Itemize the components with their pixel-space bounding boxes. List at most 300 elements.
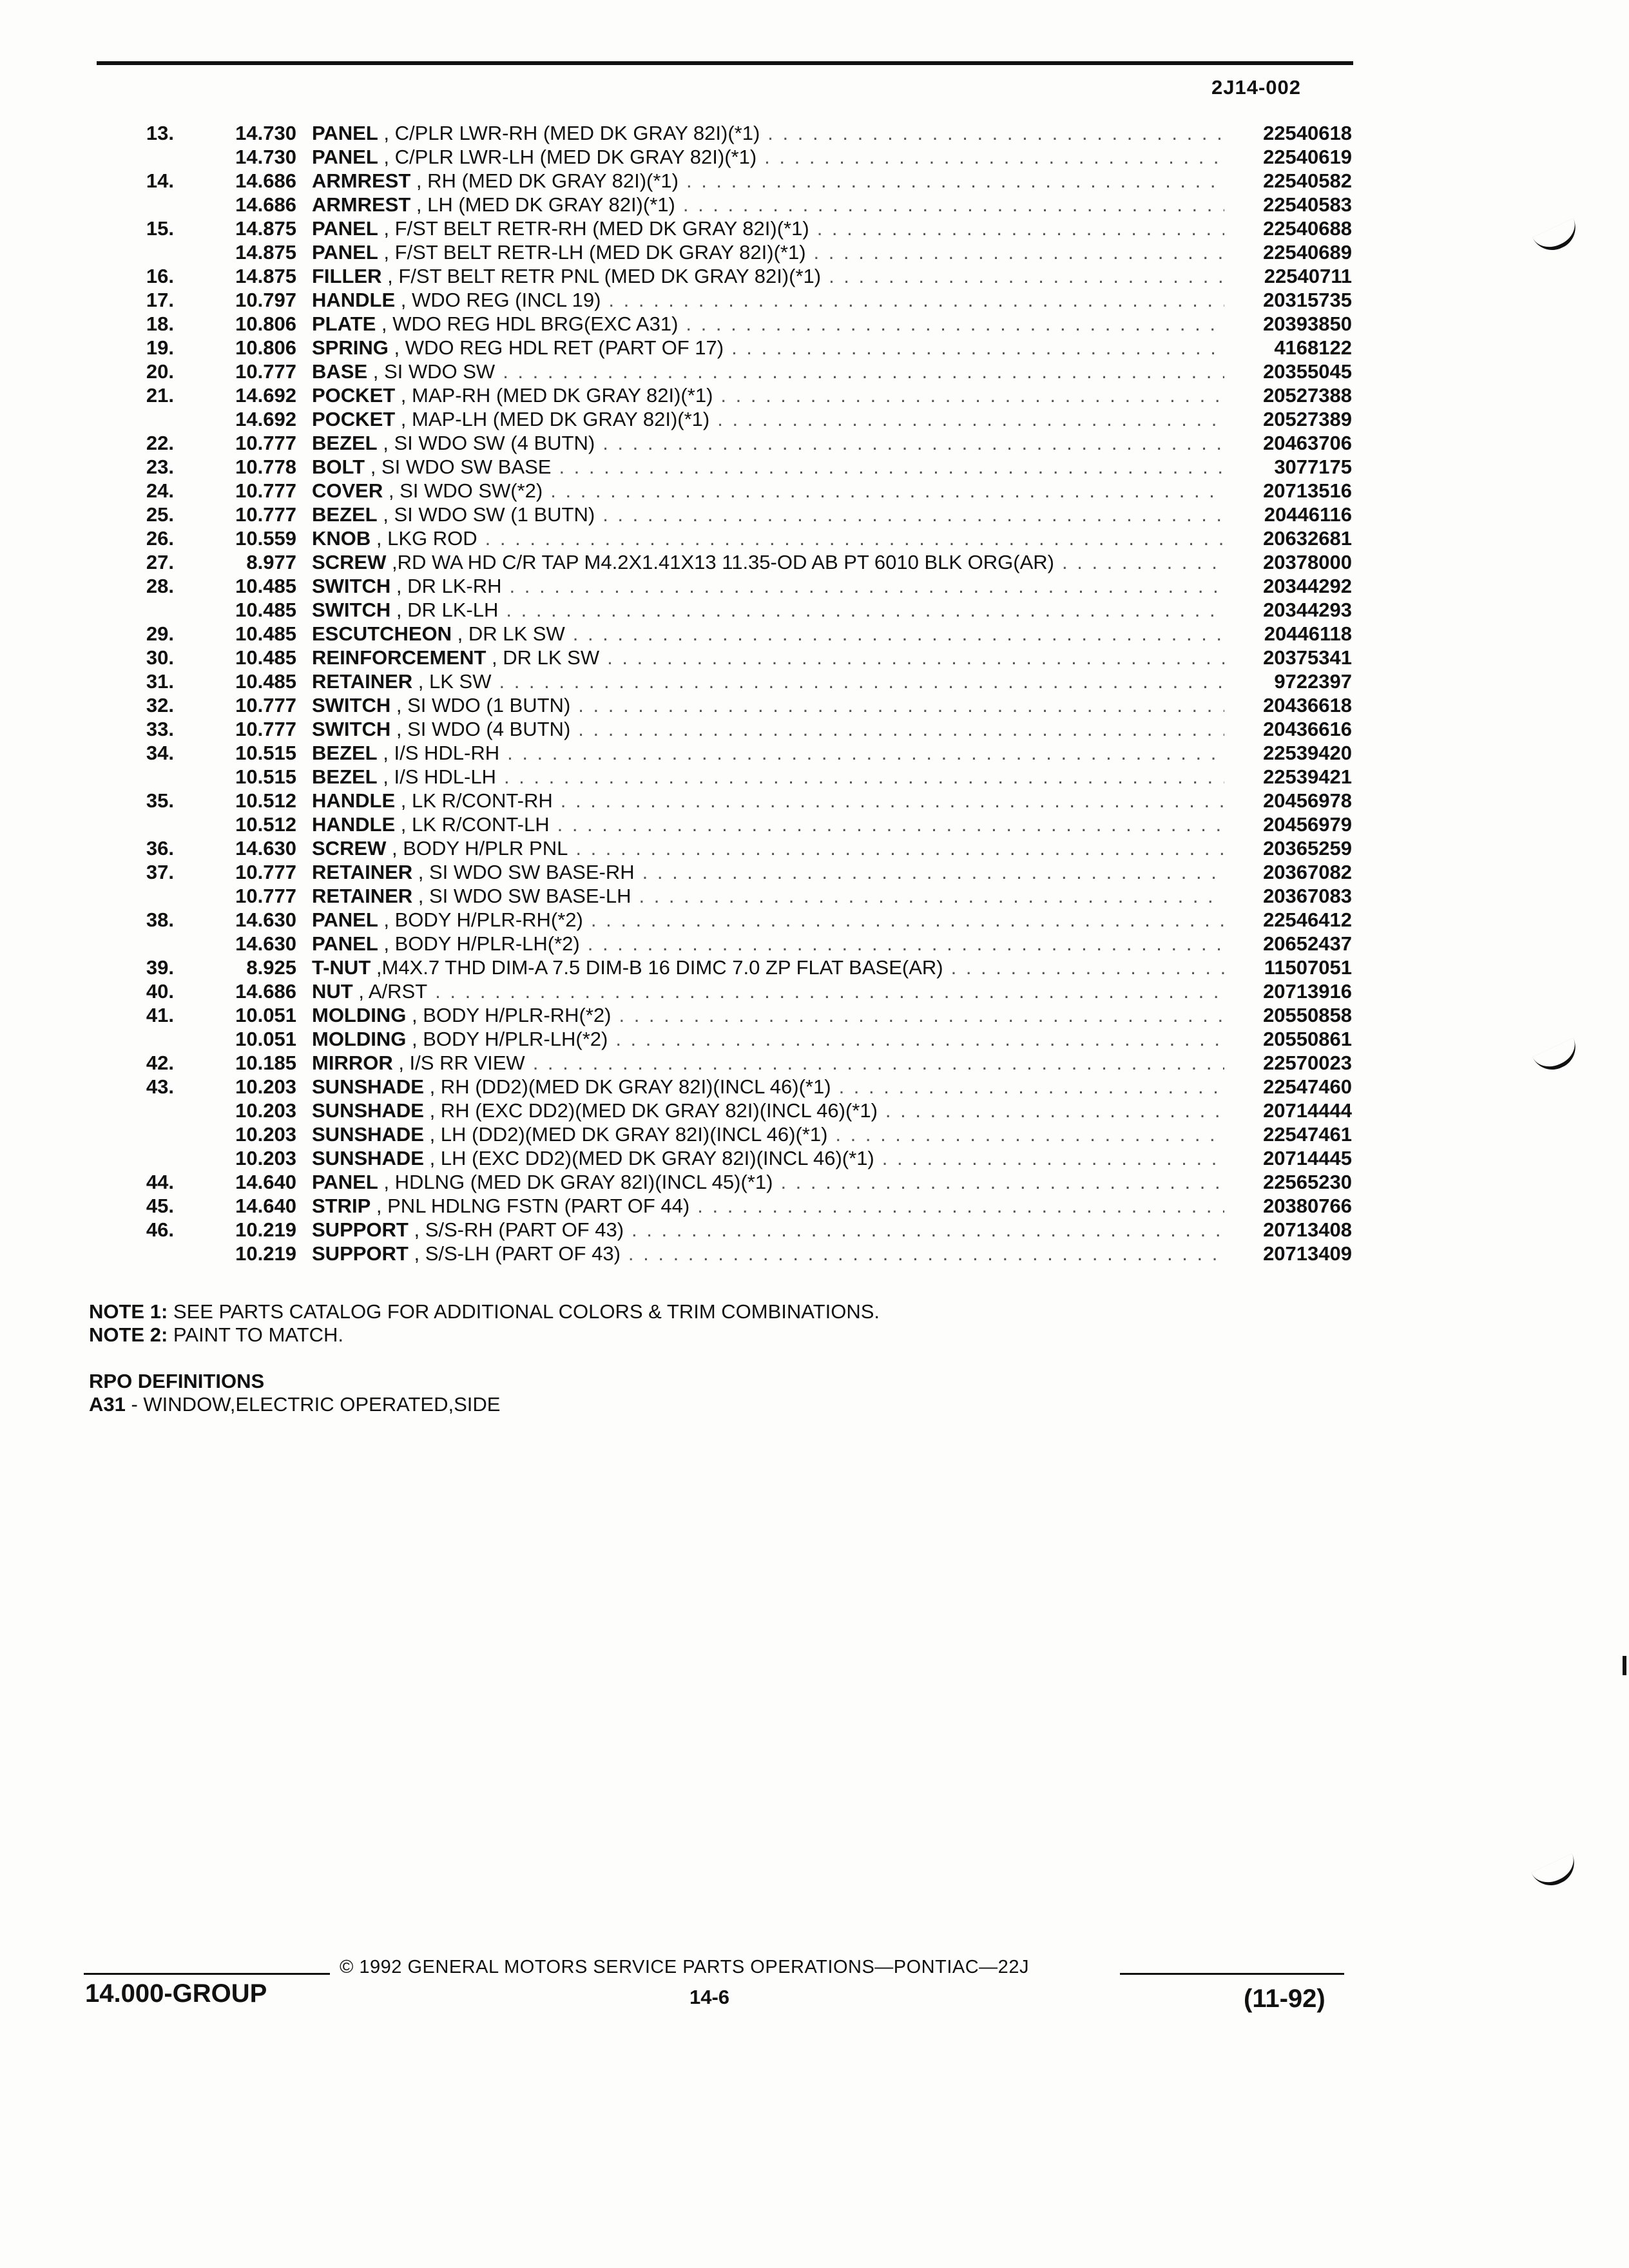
part-description (312, 932, 1224, 956)
part-detail: , SI WDO SW BASE-LH (412, 885, 631, 907)
part-detail: , MAP-RH (MED DK GRAY 82I)(*1) (395, 384, 713, 407)
dot-leader (499, 741, 1224, 765)
group-number: 10.485 (235, 599, 296, 621)
part-number: 20393850 (1263, 312, 1352, 335)
part-row (0, 312, 1629, 336)
note-1: NOTE 1: SEE PARTS CATALOG FOR ADDITIONAL COLORS & TRIM COMBINATIONS. (89, 1300, 880, 1323)
part-name: SPRING (312, 336, 389, 359)
item-number: 19. (146, 336, 174, 359)
part-name: SUNSHADE (312, 1123, 424, 1146)
item-number: 27. (146, 551, 174, 573)
part-number: 22540619 (1263, 146, 1352, 168)
part-number: 20652437 (1263, 932, 1352, 955)
part-name: PANEL (312, 122, 378, 144)
group-number: 10.203 (235, 1075, 296, 1098)
dot-leader (583, 908, 1224, 932)
part-number: 20713409 (1263, 1242, 1352, 1265)
part-name: SWITCH (312, 599, 391, 621)
part-description (312, 1027, 1224, 1051)
part-row (0, 646, 1629, 669)
binder-hole-mark (1531, 1854, 1581, 1892)
part-row (0, 336, 1629, 360)
part-name: MOLDING (312, 1004, 407, 1026)
dot-leader (565, 622, 1224, 646)
group-number: 10.219 (235, 1218, 296, 1241)
part-row (0, 1170, 1629, 1194)
part-detail: , F/ST BELT RETR PNL (MED DK GRAY 82I)(*1) (381, 265, 822, 287)
item-number: 23. (146, 456, 174, 478)
dot-leader (809, 216, 1224, 240)
item-number: 40. (146, 980, 174, 1003)
group-number: 14.686 (235, 169, 296, 192)
part-number: 9722397 (1274, 670, 1352, 693)
part-description (312, 646, 1224, 669)
part-name: SWITCH (312, 575, 391, 597)
part-name: FILLER (312, 265, 382, 287)
part-row (0, 669, 1629, 693)
part-row (0, 1122, 1629, 1146)
dot-leader (595, 503, 1224, 526)
part-name: SUPPORT (312, 1242, 409, 1265)
part-name: PANEL (312, 908, 378, 931)
part-detail: , WDO REG HDL RET (PART OF 17) (388, 336, 724, 359)
dot-leader (878, 1099, 1224, 1122)
item-number: 42. (146, 1052, 174, 1074)
part-name: POCKET (312, 408, 396, 430)
part-row (0, 1027, 1629, 1051)
part-row (0, 908, 1629, 932)
item-number: 33. (146, 718, 174, 740)
dot-leader (760, 121, 1224, 145)
part-detail: , I/S RR VIEW (392, 1052, 525, 1074)
part-row (0, 288, 1629, 312)
part-description (312, 1003, 1224, 1027)
part-row (0, 1242, 1629, 1265)
part-detail: , BODY H/PLR PNL (386, 837, 568, 860)
part-number: 22547461 (1263, 1123, 1352, 1146)
part-name: RETAINER (312, 861, 413, 883)
part-row (0, 1194, 1629, 1218)
item-number: 32. (146, 694, 174, 716)
part-number: 22539421 (1263, 765, 1352, 788)
group-number: 10.219 (235, 1242, 296, 1265)
group-number: 14.730 (235, 146, 296, 168)
group-number: 14.730 (235, 122, 296, 144)
part-name: STRIP (312, 1195, 371, 1217)
part-detail: , RH (DD2)(MED DK GRAY 82I)(INCL 46)(*1) (423, 1075, 831, 1098)
part-detail: , SI WDO SW (367, 360, 496, 383)
dot-leader (568, 836, 1224, 860)
footer-rule-right (1120, 1973, 1344, 1975)
part-detail: , RH (EXC DD2)(MED DK GRAY 82I)(INCL 46)(*1) (423, 1099, 878, 1122)
part-detail: , LK R/CONT-RH (395, 789, 553, 812)
dot-leader (821, 264, 1224, 288)
part-description (312, 455, 1224, 479)
part-detail: , WDO REG HDL BRG(EXC A31) (376, 312, 679, 335)
group-number: 10.778 (235, 456, 296, 478)
part-detail: , S/S-RH (PART OF 43) (408, 1218, 624, 1241)
dot-leader (525, 1051, 1224, 1075)
part-detail: , LH (DD2)(MED DK GRAY 82I)(INCL 46)(*1) (423, 1123, 828, 1146)
part-number: 3077175 (1274, 456, 1352, 478)
part-detail: , SI WDO SW BASE-RH (412, 861, 635, 883)
group-number: 14.640 (235, 1195, 296, 1217)
part-row (0, 455, 1629, 479)
group-number: 10.203 (235, 1123, 296, 1146)
part-detail: , SI WDO (1 BUTN) (390, 694, 571, 716)
part-row (0, 193, 1629, 216)
part-description (312, 479, 1224, 503)
part-description (312, 812, 1224, 836)
part-detail: , SI WDO SW(*2) (383, 479, 543, 502)
part-row (0, 574, 1629, 598)
group-number: 10.203 (235, 1147, 296, 1169)
page-number: 14-6 (689, 1986, 730, 2008)
group-number: 10.185 (235, 1052, 296, 1074)
dot-leader (678, 312, 1224, 336)
part-row (0, 598, 1629, 622)
part-detail: , DR LK SW (452, 622, 565, 645)
dot-leader (502, 574, 1224, 598)
dot-leader (1054, 550, 1224, 574)
group-number: 10.515 (235, 742, 296, 764)
part-description (312, 717, 1224, 741)
part-name: SUPPORT (312, 1218, 409, 1241)
part-name: ARMREST (312, 193, 411, 216)
part-description (312, 574, 1224, 598)
part-name: BOLT (312, 456, 365, 478)
group-number: 10.797 (235, 289, 296, 311)
part-name: SUNSHADE (312, 1099, 424, 1122)
part-number: 20456978 (1263, 789, 1352, 812)
part-description (312, 1218, 1224, 1242)
group-number: 10.485 (235, 575, 296, 597)
dot-leader (595, 431, 1224, 455)
dot-leader (757, 145, 1224, 169)
dot-leader (675, 193, 1224, 216)
copyright: © 1992 GENERAL MOTORS SERVICE PARTS OPERATIONS—PONTIAC—22J (340, 1957, 1029, 1977)
part-number: 20632681 (1263, 527, 1352, 550)
part-row (0, 503, 1629, 526)
dot-leader (553, 789, 1224, 812)
group-number: 10.485 (235, 622, 296, 645)
part-number: 22565230 (1263, 1171, 1352, 1193)
part-number: 20714445 (1263, 1147, 1352, 1169)
part-name: RETAINER (312, 670, 413, 693)
part-detail: , LK SW (412, 670, 492, 693)
part-name: BEZEL (312, 765, 378, 788)
dot-leader (689, 1194, 1224, 1218)
part-row (0, 1099, 1629, 1122)
part-description (312, 216, 1224, 240)
part-description (312, 550, 1224, 574)
item-number: 26. (146, 527, 174, 550)
part-name: SUNSHADE (312, 1075, 424, 1098)
part-description (312, 1122, 1224, 1146)
part-row (0, 1051, 1629, 1075)
group-number: 14.640 (235, 1171, 296, 1193)
part-name: BEZEL (312, 503, 378, 526)
part-description (312, 383, 1224, 407)
parts-list (0, 121, 1629, 1265)
part-detail: , WDO REG (INCL 19) (395, 289, 601, 311)
rpo-heading: RPO DEFINITIONS (89, 1370, 265, 1392)
part-number: 20527389 (1263, 408, 1352, 430)
part-row (0, 479, 1629, 503)
group-number: 10.512 (235, 813, 296, 836)
part-description (312, 956, 1224, 979)
part-name: RETAINER (312, 885, 413, 907)
part-detail: , BODY H/PLR-LH(*2) (406, 1028, 608, 1050)
part-number: 20315735 (1263, 289, 1352, 311)
part-name: HANDLE (312, 289, 396, 311)
part-description (312, 836, 1224, 860)
group-number: 10.806 (235, 336, 296, 359)
group-label: 14.000-GROUP (85, 1979, 267, 2008)
part-description (312, 1242, 1224, 1265)
part-name: SUNSHADE (312, 1147, 424, 1169)
item-number: 20. (146, 360, 174, 383)
item-number: 43. (146, 1075, 174, 1098)
part-name: PANEL (312, 217, 378, 240)
group-number: 10.777 (235, 479, 296, 502)
part-detail: ,M4X.7 THD DIM-A 7.5 DIM-B 16 DIMC 7.0 ZP FLAT BASE(AR) (371, 956, 943, 979)
group-number: 14.692 (235, 408, 296, 430)
part-detail: ,RD WA HD C/R TAP M4.2X1.41X13 11.35-OD AB PT 6010 BLK ORG(AR) (386, 551, 1054, 573)
part-row (0, 240, 1629, 264)
part-number: 20456979 (1263, 813, 1352, 836)
dot-leader (874, 1146, 1224, 1170)
part-number: 20344293 (1263, 599, 1352, 621)
part-name: ARMREST (312, 169, 411, 192)
part-detail: , DR LK SW (486, 646, 600, 669)
part-number: 22540688 (1263, 217, 1352, 240)
part-description (312, 860, 1224, 884)
part-description (312, 336, 1224, 360)
footer-rule-left (84, 1973, 330, 1975)
dot-leader (495, 360, 1224, 383)
part-detail: , SI WDO (4 BUTN) (390, 718, 571, 740)
part-name: T-NUT (312, 956, 371, 979)
dot-leader (496, 765, 1224, 789)
item-number: 44. (146, 1171, 174, 1193)
dot-leader (831, 1075, 1224, 1099)
part-detail: , SI WDO SW (4 BUTN) (377, 432, 595, 454)
part-name: KNOB (312, 527, 371, 550)
dot-leader (599, 646, 1224, 669)
part-row (0, 789, 1629, 812)
group-number: 14.875 (235, 265, 296, 287)
group-number: 14.875 (235, 241, 296, 264)
part-description (312, 264, 1224, 288)
item-number: 37. (146, 861, 174, 883)
part-description (312, 1051, 1224, 1075)
item-number: 29. (146, 622, 174, 645)
part-number: 20463706 (1263, 432, 1352, 454)
part-name: COVER (312, 479, 383, 502)
part-name: SWITCH (312, 694, 391, 716)
part-number: 20713916 (1263, 980, 1352, 1003)
item-number: 14. (146, 169, 174, 192)
part-name: SWITCH (312, 718, 391, 740)
item-number: 35. (146, 789, 174, 812)
group-number: 10.051 (235, 1028, 296, 1050)
part-row (0, 431, 1629, 455)
part-description (312, 169, 1224, 193)
part-detail: , LK R/CONT-LH (395, 813, 550, 836)
part-description (312, 979, 1224, 1003)
item-number: 38. (146, 908, 174, 931)
part-name: PANEL (312, 241, 378, 264)
part-number: 20446118 (1264, 622, 1352, 645)
part-detail: , S/S-LH (PART OF 43) (408, 1242, 621, 1265)
dot-leader (635, 860, 1224, 884)
part-detail: , BODY H/PLR-LH(*2) (378, 932, 580, 955)
part-number: 22547460 (1263, 1075, 1352, 1098)
group-number: 10.515 (235, 765, 296, 788)
part-name: PANEL (312, 932, 378, 955)
part-description (312, 765, 1224, 789)
part-detail: , DR LK-RH (390, 575, 502, 597)
part-row (0, 741, 1629, 765)
part-row (0, 526, 1629, 550)
item-number: 36. (146, 837, 174, 860)
group-number: 10.051 (235, 1004, 296, 1026)
part-number: 22540582 (1263, 169, 1352, 192)
part-name: SCREW (312, 837, 387, 860)
part-description (312, 526, 1224, 550)
dot-leader (621, 1242, 1224, 1265)
part-description (312, 1146, 1224, 1170)
rpo-item: A31 - WINDOW,ELECTRIC OPERATED,SIDE (89, 1393, 501, 1416)
dot-leader (608, 1027, 1224, 1051)
part-description (312, 622, 1224, 646)
part-description (312, 1075, 1224, 1099)
group-number: 10.485 (235, 670, 296, 693)
item-number: 30. (146, 646, 174, 669)
part-name: POCKET (312, 384, 396, 407)
part-detail: , F/ST BELT RETR-RH (MED DK GRAY 82I)(*1) (378, 217, 809, 240)
part-name: BASE (312, 360, 368, 383)
part-number: 20713516 (1263, 479, 1352, 502)
part-description (312, 741, 1224, 765)
part-number: 22546412 (1263, 908, 1352, 931)
part-name: SCREW (312, 551, 387, 573)
part-number: 20713408 (1263, 1218, 1352, 1241)
item-number: 13. (146, 122, 174, 144)
notes (89, 1300, 880, 1347)
part-row (0, 765, 1629, 789)
dot-leader (773, 1170, 1224, 1194)
part-number: 20344292 (1263, 575, 1352, 597)
item-number: 28. (146, 575, 174, 597)
part-description (312, 908, 1224, 932)
item-number: 17. (146, 289, 174, 311)
part-number: 20436618 (1263, 694, 1352, 716)
edge-mark (1623, 1656, 1626, 1675)
group-number: 14.630 (235, 932, 296, 955)
part-detail: , MAP-LH (MED DK GRAY 82I)(*1) (395, 408, 710, 430)
part-detail: , BODY H/PLR-RH(*2) (378, 908, 583, 931)
part-number: 20550858 (1263, 1004, 1352, 1026)
dot-leader (570, 693, 1224, 717)
part-name: ESCUTCHEON (312, 622, 452, 645)
part-row (0, 360, 1629, 383)
part-description (312, 431, 1224, 455)
part-description (312, 407, 1224, 431)
part-name: PANEL (312, 1171, 378, 1193)
part-detail: , BODY H/PLR-RH(*2) (406, 1004, 612, 1026)
dot-leader (679, 169, 1224, 193)
part-row (0, 1003, 1629, 1027)
part-description (312, 240, 1224, 264)
part-name: HANDLE (312, 789, 396, 812)
item-number: 31. (146, 670, 174, 693)
part-name: MOLDING (312, 1028, 407, 1050)
dot-leader (580, 932, 1224, 956)
part-detail: , LH (EXC DD2)(MED DK GRAY 82I)(INCL 46)(*1) (423, 1147, 874, 1169)
part-description (312, 121, 1224, 145)
page-code: 2J14-002 (1211, 76, 1302, 99)
part-number: 20365259 (1263, 837, 1352, 860)
part-row (0, 1218, 1629, 1242)
dot-leader (601, 288, 1224, 312)
part-detail: , C/PLR LWR-RH (MED DK GRAY 82I)(*1) (378, 122, 760, 144)
part-detail: , I/S HDL-LH (377, 765, 496, 788)
header-rule (97, 61, 1353, 65)
group-number: 10.777 (235, 885, 296, 907)
group-number: 10.512 (235, 789, 296, 812)
part-description (312, 884, 1224, 908)
part-name: HANDLE (312, 813, 396, 836)
part-detail: , PNL HDLNG FSTN (PART OF 44) (371, 1195, 690, 1217)
dot-leader (631, 884, 1224, 908)
item-number: 18. (146, 312, 174, 335)
part-number: 22539420 (1263, 742, 1352, 764)
part-detail: , DR LK-LH (390, 599, 499, 621)
group-number: 14.686 (235, 193, 296, 216)
group-number: 14.875 (235, 217, 296, 240)
part-description (312, 312, 1224, 336)
item-number: 34. (146, 742, 174, 764)
dot-leader (498, 598, 1224, 622)
dot-leader (943, 956, 1224, 979)
dot-leader (713, 383, 1224, 407)
part-detail: , SI WDO SW BASE (365, 456, 552, 478)
part-detail: , LH (MED DK GRAY 82I)(*1) (410, 193, 675, 216)
part-description (312, 693, 1224, 717)
part-name: BEZEL (312, 742, 378, 764)
part-number: 20380766 (1263, 1195, 1352, 1217)
part-row (0, 216, 1629, 240)
part-row (0, 932, 1629, 956)
part-detail: , C/PLR LWR-LH (MED DK GRAY 82I)(*1) (378, 146, 757, 168)
item-number: 46. (146, 1218, 174, 1241)
group-number: 14.686 (235, 980, 296, 1003)
part-name: REINFORCEMENT (312, 646, 487, 669)
dot-leader (543, 479, 1224, 503)
part-detail: , F/ST BELT RETR-LH (MED DK GRAY 82I)(*1) (378, 241, 806, 264)
part-number: 22540711 (1264, 265, 1352, 287)
part-row (0, 693, 1629, 717)
part-description (312, 193, 1224, 216)
item-number: 41. (146, 1004, 174, 1026)
part-row (0, 860, 1629, 884)
dot-leader (709, 407, 1224, 431)
part-number: 22570023 (1263, 1052, 1352, 1074)
group-number: 10.777 (235, 718, 296, 740)
dot-leader (491, 669, 1224, 693)
